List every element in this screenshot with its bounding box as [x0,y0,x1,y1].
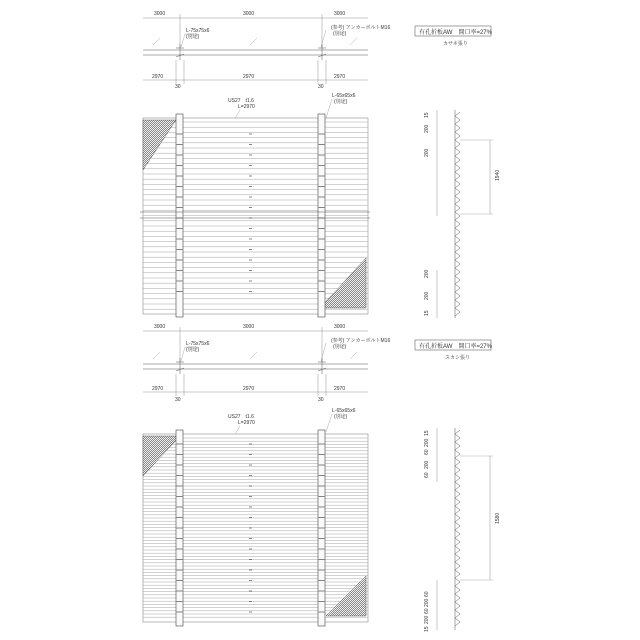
angle-note: (別途) [186,347,200,353]
sec-dim-top-3: 200 [424,460,430,469]
slat-label: US27 t1.6 [228,414,254,420]
sec-dim-top-0: 15 [424,112,430,118]
length-label: L=2970 [238,420,255,426]
sec-dim-bottom-4: 15 [424,626,430,632]
mount-note: カサネ張り [443,41,468,47]
anchor-note: (別途) [333,31,347,37]
panel-b-section [415,340,501,632]
dim-bottom-right: 2970 [334,74,346,80]
panel-b-elevation [143,408,368,626]
anchor-note: (別途) [333,344,347,350]
dim-bottom-middle: 2970 [243,74,255,80]
sec-dim-top-2: 60 [424,449,430,455]
sec-dim-bottom-0: 200 [424,269,430,278]
angle-label: L-75x75x6 [186,28,210,34]
anchor-label: (参考) アンカーボルトM16 [331,25,391,31]
offset-left: 30 [175,84,181,90]
dim-top-left: 3000 [154,324,166,330]
spec-title: 有孔折板AW 開口率=27% [419,30,492,36]
post-label: L-65x65x6 [332,93,356,99]
dim-top-right: 3000 [334,324,346,330]
mount-note: スカシ張り [445,355,471,361]
dim-top-left: 3000 [154,11,166,17]
sec-dim-top-1: 200 [424,124,430,133]
sec-dim-top-0: 15 [424,430,430,436]
dim-top-middle: 3000 [243,324,255,330]
dim-bottom-middle: 2970 [243,386,255,392]
post-note: (別途) [334,99,348,105]
sec-dim-bottom-1: 200 [424,598,430,607]
dim-top-middle: 3000 [243,11,255,17]
sec-dim-top-4: 60 [424,472,430,478]
dim-bottom-left: 2970 [152,386,164,392]
dim-bottom-left: 2970 [152,74,164,80]
post-note: (別途) [334,414,348,420]
sec-span: 1580 [495,512,501,524]
spec-title: 有孔折板AW 開口率=27% [419,344,492,350]
dim-bottom-right: 2970 [334,386,346,392]
length-label: L=2970 [238,104,255,110]
dim-top-right: 3000 [334,11,346,17]
sec-dim-bottom-1: 200 [424,291,430,300]
sec-dim-top-2: 200 [424,148,430,157]
sec-dim-bottom-2: 60 [424,608,430,614]
angle-note: (別途) [186,34,200,40]
sec-dim-bottom-3: 200 [424,615,430,624]
offset-right: 30 [318,397,324,403]
angle-label: L-75x75x6 [186,341,210,347]
slat-label: US27 t1.6 [228,98,254,104]
sec-dim-top-1: 200 [424,438,430,447]
post-label: L-65x65x6 [332,408,356,414]
panel-a-elevation [140,93,370,317]
offset-right: 30 [318,84,324,90]
panel-b-plan [143,324,390,403]
sec-dim-bottom-2: 15 [424,310,430,316]
offset-left: 30 [175,397,181,403]
sec-dim-bottom-0: 60 [424,591,430,597]
sec-span: 1940 [495,169,501,181]
panel-a-plan [143,11,390,90]
panel-a-section [415,26,501,318]
anchor-label: (参考) アンカーボルトM16 [331,338,391,344]
